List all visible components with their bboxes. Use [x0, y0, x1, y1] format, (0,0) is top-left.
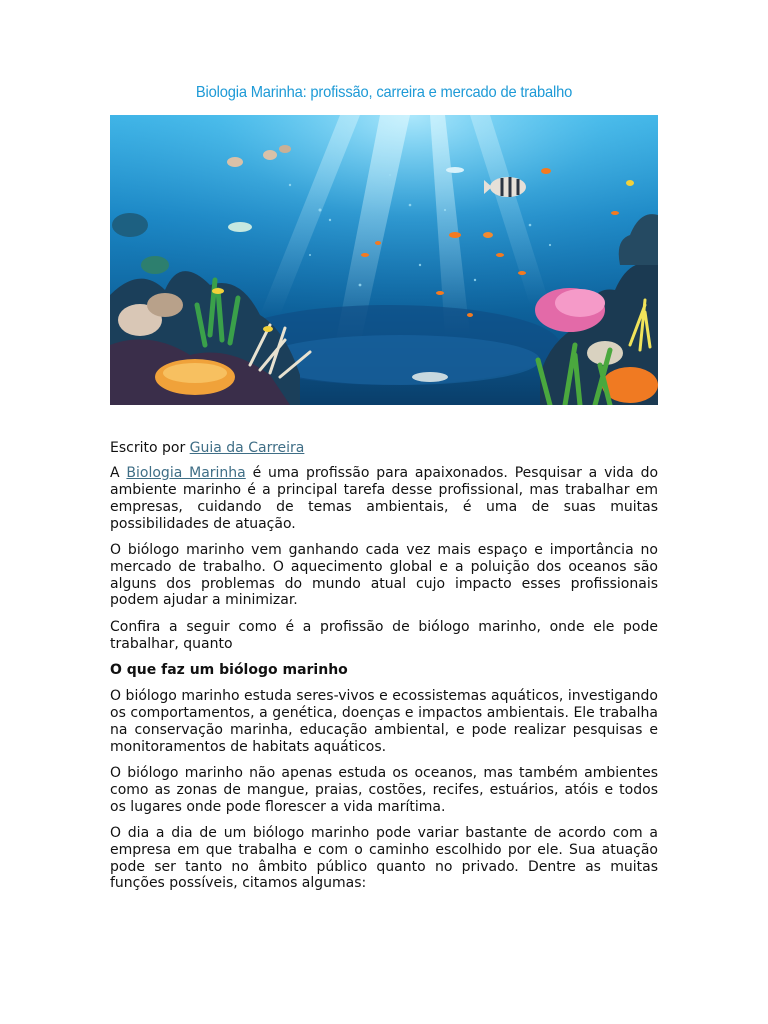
- paragraph-intro-after: é uma profissão para apaixonados. Pesquisar a vida do ambiente marinho é a principal tarefa desse profissional, mas trabalhar em empresas, cuidando de temas ambientais, é uma de suas muitas possibilidades de atuação.: [110, 465, 659, 532]
- hero-image: [110, 115, 658, 405]
- paragraph-intro: [110, 465, 658, 532]
- paragraph-intro-before: A: [110, 465, 127, 482]
- biologia-marinha-link[interactable]: Biologia Marinha: [126, 465, 246, 482]
- paragraph-market: O biólogo marinho vem ganhando cada vez mais espaço e importância no mercado de trabalho. O aquecimento global e a poluição dos oceanos são alguns dos problemas do mundo atual cujo impacto esses profissionais podem ajudar a minimizar.: [110, 541, 658, 609]
- paragraph-environments: O biólogo marinho não apenas estuda os oceanos, mas também ambientes como as zonas de mangue, praias, costões, recifes, estuários, atóis e todos os lugares onde pode florescer a vida marítima.: [110, 765, 658, 815]
- underwater-reef-illustration: [110, 115, 658, 405]
- document-title: Biologia Marinha: profissão, carreira e mercado de trabalho: [195, 84, 573, 101]
- paragraph-what-does: O biólogo marinho estuda seres-vivos e ecossistemas aquáticos, investigando os comportamentos, a genética, doenças e impactos ambientais. Ele trabalha na conservação marinha, educação ambiental, e pode realizar pesquisas e monitoramentos de habitats aquáticos.: [110, 688, 658, 755]
- author-link[interactable]: Guia da Carreira: [189, 440, 305, 456]
- byline-prefix: Escrito por: [110, 440, 190, 456]
- section-heading: O que faz um biólogo marinho: [110, 661, 348, 678]
- paragraph-confira: Confira a seguir como é a profissão de biólogo marinho, onde ele pode trabalhar, quanto: [110, 618, 658, 652]
- article-body: [110, 440, 658, 902]
- byline: [110, 440, 658, 457]
- paragraph-daily: O dia a dia de um biólogo marinho pode variar bastante de acordo com a empresa em que trabalha e com o caminho escolhido por ele. Sua atuação pode ser tanto no âmbito público quanto no privado. Dentre as muitas funções possíveis, citamos algumas:: [110, 825, 658, 892]
